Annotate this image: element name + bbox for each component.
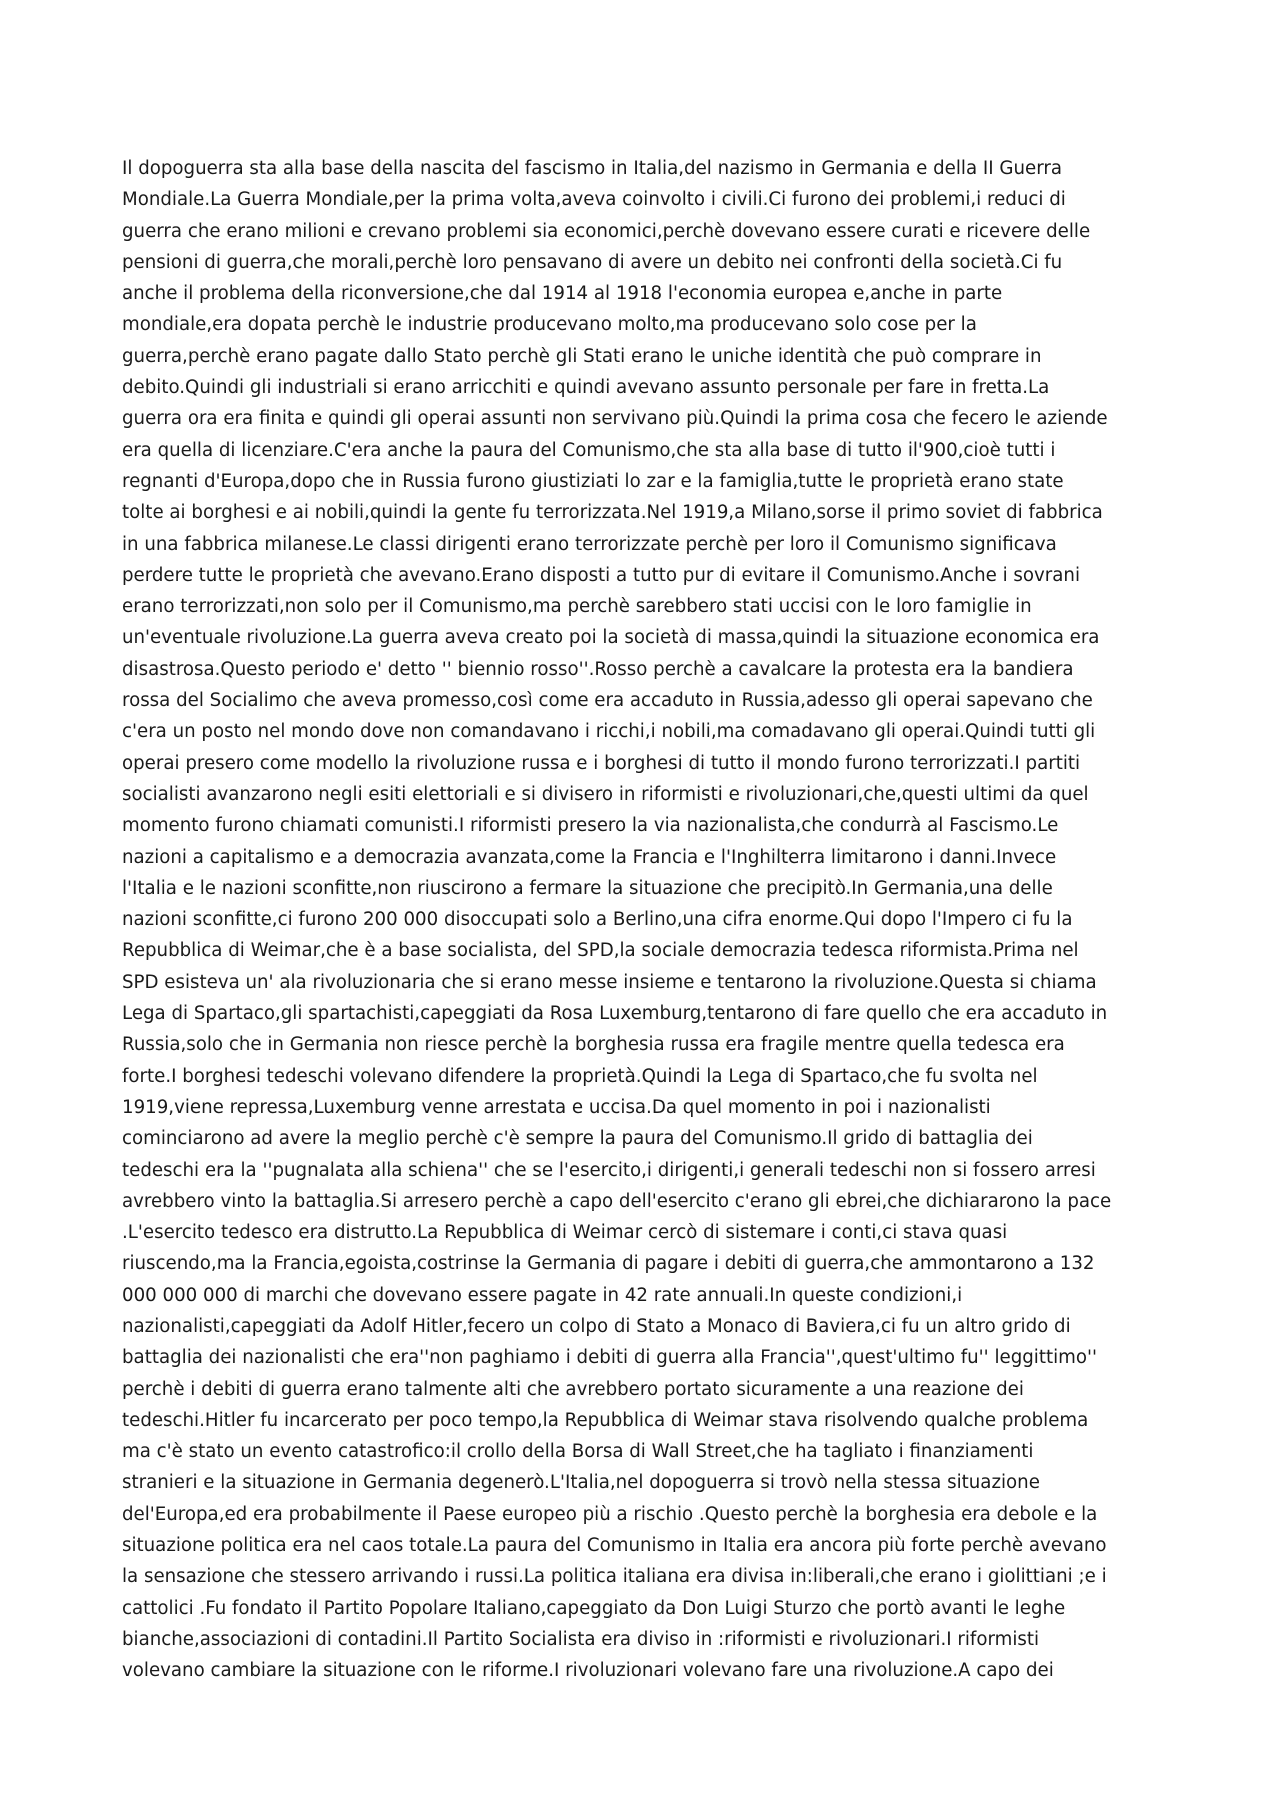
- text-line: perdere tutte le proprietà che avevano.Erano disposti a tutto pur di evitare il Comunismo.Anche i sovrani: [122, 564, 1081, 586]
- text-line: momento furono chiamati comunisti.I riformisti presero la via nazionalista,che condurrà al Fascismo.Le: [122, 815, 1059, 837]
- text-line: nazioni sconfitte,ci furono 200 000 disoccupati solo a Berlino,una cifra enorme.Qui dopo l'Impero ci fu la: [122, 909, 1073, 931]
- text-line: guerra ora era finita e quindi gli operai assunti non servivano più.Quindi la prima cosa che fecero le aziende: [122, 408, 1108, 430]
- text-line: 1919,viene repressa,Luxemburg venne arrestata e uccisa.Da quel momento in poi i nazionalisti: [122, 1096, 991, 1118]
- text-line: Russia,solo che in Germania non riesce perchè la borghesia russa era fragile mentre quella tedesca era: [122, 1034, 1065, 1056]
- text-line: anche il problema della riconversione,che dal 1914 al 1918 l'economia europea e,anche in parte: [122, 283, 1003, 305]
- text-line: l'Italia e le nazioni sconfitte,non riuscirono a fermare la situazione che precipitò.In Germania,una delle: [122, 877, 1053, 899]
- text-line: 000 000 000 di marchi che dovevano essere pagate in 42 rate annuali.In queste condizioni,i: [122, 1284, 963, 1306]
- text-line: tolte ai borghesi e ai nobili,quindi la gente fu terrorizzata.Nel 1919,a Milano,sorse il primo soviet di fabbrica: [122, 502, 1103, 524]
- text-line: ma c'è stato un evento catastrofico:il crollo della Borsa di Wall Street,che ha tagliato i finanziamenti: [122, 1441, 1034, 1463]
- body-paragraph: [122, 153, 1182, 1687]
- text-line: .L'esercito tedesco era distrutto.La Repubblica di Weimar cercò di sistemare i conti,ci stava quasi: [122, 1222, 1008, 1244]
- text-line: volevano cambiare la situazione con le riforme.I rivoluzionari volevano fare una rivoluzione.A capo dei: [122, 1660, 1054, 1682]
- text-line: cominciarono ad avere la meglio perchè c'è sempre la paura del Comunismo.Il grido di battaglia dei: [122, 1128, 1033, 1150]
- text-line: Il dopoguerra sta alla base della nascita del fascismo in Italia,del nazismo in Germania e della II Guerra: [122, 158, 1062, 179]
- text-line: riuscendo,ma la Francia,egoista,costrinse la Germania di pagare i debiti di guerra,che ammontarono a 132: [122, 1253, 1095, 1275]
- text-line: bianche,associazioni di contadini.Il Partito Socialista era diviso in :riformisti e rivoluzionari.I riformisti: [122, 1628, 1040, 1650]
- text-line: cattolici .Fu fondato il Partito Popolare Italiano,capeggiato da Don Luigi Sturzo che portò avanti le leghe: [122, 1597, 1066, 1619]
- text-line: disastrosa.Questo periodo e' detto '' biennio rosso''.Rosso perchè a cavalcare la protesta era la bandiera: [122, 658, 1074, 680]
- text-line: forte.I borghesi tedeschi volevano difendere la proprietà.Quindi la Lega di Spartaco,che fu svolta nel: [122, 1065, 1038, 1087]
- text-line: era quella di licenziare.C'era anche la paura del Comunismo,che sta alla base di tutto il'900,cioè tutti i: [122, 439, 1056, 461]
- text-line: rossa del Socialimo che aveva promesso,così come era accaduto in Russia,adesso gli operai sapevano che: [122, 690, 1093, 712]
- text-line: guerra,perchè erano pagate dallo Stato perchè gli Stati erano le uniche identità che può comprare in: [122, 345, 1042, 367]
- text-line: SPD esisteva un' ala rivoluzionaria che si erano messe insieme e tentarono la rivoluzione.Questa si chiama: [122, 971, 1097, 993]
- text-line: tedeschi era la ''pugnalata alla schiena'' che se l'esercito,i dirigenti,i generali tedeschi non si fossero arresi: [122, 1159, 1096, 1181]
- text-line: debito.Quindi gli industriali si erano arricchiti e quindi avevano assunto personale per fare in fretta.La: [122, 377, 1050, 399]
- text-line: situazione politica era nel caos totale.La paura del Comunismo in Italia era ancora più forte perchè avevano: [122, 1535, 1107, 1557]
- text-line: regnanti d'Europa,dopo che in Russia furono giustiziati lo zar e la famiglia,tutte le proprietà erano state: [122, 470, 1064, 492]
- text-line: la sensazione che stessero arrivando i russi.La politica italiana era divisa in:liberali,che erano i giolittiani ;e i: [122, 1566, 1107, 1588]
- text-line: guerra che erano milioni e crevano problemi sia economici,perchè dovevano essere curati e ricevere delle: [122, 220, 1091, 242]
- text-line: in una fabbrica milanese.Le classi dirigenti erano terrorizzate perchè per loro il Comunismo significava: [122, 533, 1057, 555]
- text-line: stranieri e la situazione in Germania degenerò.L'Italia,nel dopoguerra si trovò nella stessa situazione: [122, 1472, 1040, 1494]
- text-line: un'eventuale rivoluzione.La guerra aveva creato poi la società di massa,quindi la situazione economica era: [122, 627, 1100, 649]
- text-line: erano terrorizzati,non solo per il Comunismo,ma perchè sarebbero stati uccisi con le loro famiglie in: [122, 596, 1032, 618]
- text-line: Repubblica di Weimar,che è a base socialista, del SPD,la sociale democrazia tedesca riformista.Prima nel: [122, 940, 1079, 962]
- text-line: del'Europa,ed era probabilmente il Paese europeo più a rischio .Questo perchè la borghesia era debole e la: [122, 1503, 1098, 1525]
- text-line: avrebbero vinto la battaglia.Si arresero perchè a capo dell'esercito c'erano gli ebrei,che dichiararono la pace: [122, 1190, 1112, 1212]
- text-line: mondiale,era dopata perchè le industrie producevano molto,ma producevano solo cose per la: [122, 314, 977, 336]
- text-line: pensioni di guerra,che morali,perchè loro pensavano di avere un debito nei confronti della società.Ci fu: [122, 251, 1063, 273]
- text-line: nazionalisti,capeggiati da Adolf Hitler,fecero un colpo di Stato a Monaco di Baviera,ci fu un altro grido di: [122, 1315, 1071, 1337]
- text-line: c'era un posto nel mondo dove non comandavano i ricchi,i nobili,ma comadavano gli operai.Quindi tutti gli: [122, 721, 1096, 743]
- text-line: nazioni a capitalismo e a democrazia avanzata,come la Francia e l'Inghilterra limitarono i danni.Invece: [122, 846, 1057, 868]
- text-line: perchè i debiti di guerra erano talmente alti che avrebbero portato sicuramente a una reazione dei: [122, 1378, 1024, 1400]
- text-line: operai presero come modello la rivoluzione russa e i borghesi di tutto il mondo furono terrorizzati.I partiti: [122, 752, 1081, 774]
- text-line: Mondiale.La Guerra Mondiale,per la prima volta,aveva coinvolto i civili.Ci furono dei problemi,i reduci di: [122, 189, 1066, 211]
- text-line: socialisti avanzarono negli esiti elettoriali e si divisero in riformisti e rivoluzionari,che,questi ultimi da quel: [122, 783, 1089, 805]
- text-line: tedeschi.Hitler fu incarcerato per poco tempo,la Repubblica di Weimar stava risolvendo qualche problema: [122, 1409, 1089, 1431]
- text-line: Lega di Spartaco,gli spartachisti,capeggiati da Rosa Luxemburg,tentarono di fare quello che era accaduto in: [122, 1003, 1108, 1025]
- text-line: battaglia dei nazionalisti che era''non paghiamo i debiti di guerra alla Francia'',quest'ultimo fu'' leggittimo'': [122, 1347, 1098, 1369]
